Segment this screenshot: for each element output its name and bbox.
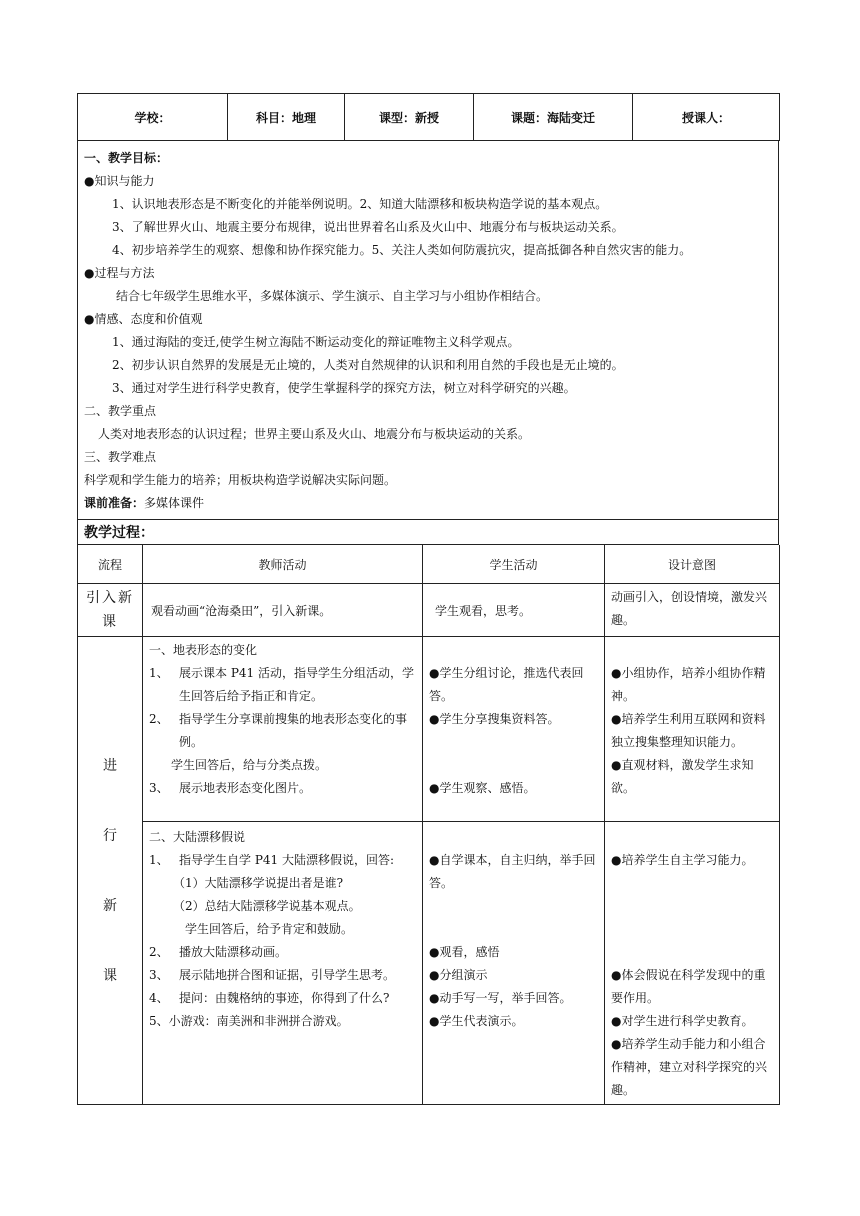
student-item: ●学生观察、感悟。 xyxy=(429,781,536,795)
knowledge-item: 1、认识地表形态是不断变化的并能举例说明。2、知道大陆漂移和板块构造学说的基本观点。 xyxy=(112,197,608,211)
step-number: 2、 xyxy=(149,712,169,726)
student-item: ●学生代表演示。 xyxy=(429,1014,524,1028)
key-points-text: 人类对地表形态的认识过程；世界主要山系及火山、地震分布与板块运动的关系。 xyxy=(98,427,531,441)
header-intent: 设计意图 xyxy=(605,545,780,584)
section2-step xyxy=(149,964,416,987)
student-item: ●观看，感悟 xyxy=(429,945,500,959)
school-cell: 学校： xyxy=(78,94,228,141)
step-number: 3、 xyxy=(149,968,169,982)
section1-after: 学生回答后，给与分类点拨。 xyxy=(171,758,328,772)
intent-item: ●培养学生动手能力和小组合作精神，建立对科学探究的兴趣。 xyxy=(611,1037,768,1097)
lesson-type-cell: 课型：新授 xyxy=(345,94,474,141)
flow-char: 新 xyxy=(103,898,117,914)
section2-after: 学生回答后，给予肯定和鼓励。 xyxy=(185,922,354,936)
flow-main xyxy=(78,637,143,1105)
section1-title: 一、地表形态的变化 xyxy=(149,643,258,657)
process-table xyxy=(77,545,780,1105)
process-heading: ●过程与方法 xyxy=(84,266,155,280)
section1-teacher xyxy=(143,637,423,822)
header-table xyxy=(77,93,780,141)
lesson-plan-page xyxy=(77,93,779,1105)
flow-char: 课 xyxy=(103,968,117,984)
step-number: 1、 xyxy=(149,853,169,867)
subject-cell: 科目：地理 xyxy=(228,94,345,141)
section2-step xyxy=(149,987,416,1010)
student-item: ●自学课本，自主归纳，举手回答。 xyxy=(429,853,596,890)
topic-cell: 课题：海陆变迁 xyxy=(474,94,633,141)
section1-step xyxy=(149,708,416,754)
header-teacher: 教师活动 xyxy=(143,545,423,584)
student-item: ●分组演示 xyxy=(429,968,488,982)
step-number: 4、 xyxy=(149,991,169,1005)
section2-question: （1）大陆漂移学说提出者是谁? xyxy=(173,876,344,890)
step-text: 指导学生分享课前搜集的地表形态变化的事例。 xyxy=(179,712,408,749)
step-number: 2、 xyxy=(149,945,169,959)
step-number: 1、 xyxy=(149,666,169,680)
intro-teacher: 观看动画“沧海桑田”，引入新课。 xyxy=(143,584,423,637)
flow-char: 进 xyxy=(103,758,117,774)
section2-step xyxy=(149,849,416,872)
intent-item: ●培养学生利用互联网和资料独立搜集整理知识能力。 xyxy=(611,712,766,749)
step-text: 提问：由魏格纳的事迹，你得到了什么? xyxy=(179,991,390,1005)
intent-item: ●体会假说在科学发现中的重要作用。 xyxy=(611,968,766,1005)
knowledge-item: 3、了解世界火山、地震主要分布规律，说出世界着名山系及火山中、地震分布与板块运动关系。 xyxy=(112,220,624,234)
emotion-item: 3、通过对学生进行科学史教育，使学生掌握科学的探究方法，树立对科学研究的兴趣。 xyxy=(112,381,576,395)
prep-line xyxy=(84,492,772,515)
process-title-table xyxy=(77,520,779,545)
emotion-item: 2、初步认识自然界的发展是无止境的，人类对自然规律的认识和利用自然的手段也是无止境的。 xyxy=(112,358,624,372)
intent-item: ●对学生进行科学史教育。 xyxy=(611,1014,754,1028)
intent-item: ●直观材料，激发学生求知欲。 xyxy=(611,758,754,795)
section2-title: 二、大陆漂移假说 xyxy=(149,830,246,844)
key-points-title: 二、教学重点 xyxy=(84,404,157,418)
intent-item: ●小组协作，培养小组协作精神。 xyxy=(611,666,766,703)
section1-step xyxy=(149,662,416,708)
section2-step xyxy=(149,941,416,964)
step-text: 展示陆地拼合图和证据，引导学生思考。 xyxy=(179,968,396,982)
objectives-title: 一、教学目标： xyxy=(84,151,169,165)
flow-char: 行 xyxy=(103,828,117,844)
step-number: 3、 xyxy=(149,781,169,795)
section2-intent xyxy=(605,822,780,1105)
header-flow: 流程 xyxy=(78,545,143,584)
section2-teacher xyxy=(143,822,423,1105)
teacher-cell: 授课人： xyxy=(633,94,780,141)
prep-label: 课前准备： xyxy=(84,496,145,510)
intro-student: 学生观看，思考。 xyxy=(423,584,605,637)
emotion-heading: ●情感、态度和价值观 xyxy=(84,312,203,326)
student-item: ●学生分组讨论，推选代表回答。 xyxy=(429,666,584,703)
knowledge-heading: ●知识与能力 xyxy=(84,174,155,188)
intro-intent: 动画引入，创设情境，激发兴趣。 xyxy=(605,584,780,637)
section2-game: 5、小游戏：南美洲和非洲拼合游戏。 xyxy=(149,1014,349,1028)
student-item: ●动手写一写，举手回答。 xyxy=(429,991,572,1005)
objectives-table xyxy=(77,141,779,520)
step-text: 展示课本 P41 活动，指导学生分组活动，学生回答后给予指正和肯定。 xyxy=(179,666,414,703)
step-text: 播放大陆漂移动画。 xyxy=(179,945,288,959)
intent-item: ●培养学生自主学习能力。 xyxy=(611,853,754,867)
flow-intro: 引入新课 xyxy=(78,584,143,637)
step-text: 展示地表形态变化图片。 xyxy=(179,781,312,795)
difficulties-title: 三、教学难点 xyxy=(84,450,157,464)
prep-text: 多媒体课件 xyxy=(144,496,205,510)
section1-step xyxy=(149,777,416,800)
objectives-cell xyxy=(78,141,779,520)
step-text: 指导学生自学 P41 大陆漂移假说，回答: xyxy=(179,853,395,867)
section1-student xyxy=(423,637,605,822)
student-item: ●学生分享搜集资料答。 xyxy=(429,712,560,726)
section1-intent xyxy=(605,637,780,822)
header-student: 学生活动 xyxy=(423,545,605,584)
process-text: 结合七年级学生思维水平，多媒体演示、学生演示、自主学习与小组协作相结合。 xyxy=(116,289,549,303)
difficulties-text: 科学观和学生能力的培养；用板块构造学说解决实际问题。 xyxy=(84,473,397,487)
emotion-item: 1、通过海陆的变迁,使学生树立海陆不断运动变化的辩证唯物主义科学观点。 xyxy=(112,335,520,349)
section2-question: （2）总结大陆漂移学说基本观点。 xyxy=(173,899,361,913)
section2-student xyxy=(423,822,605,1105)
knowledge-item: 4、初步培养学生的观察、想像和协作探究能力。5、关注人类如何防震抗灾，提高抵御各种自然灾害的能力。 xyxy=(112,243,692,257)
process-title: 教学过程： xyxy=(78,520,779,545)
